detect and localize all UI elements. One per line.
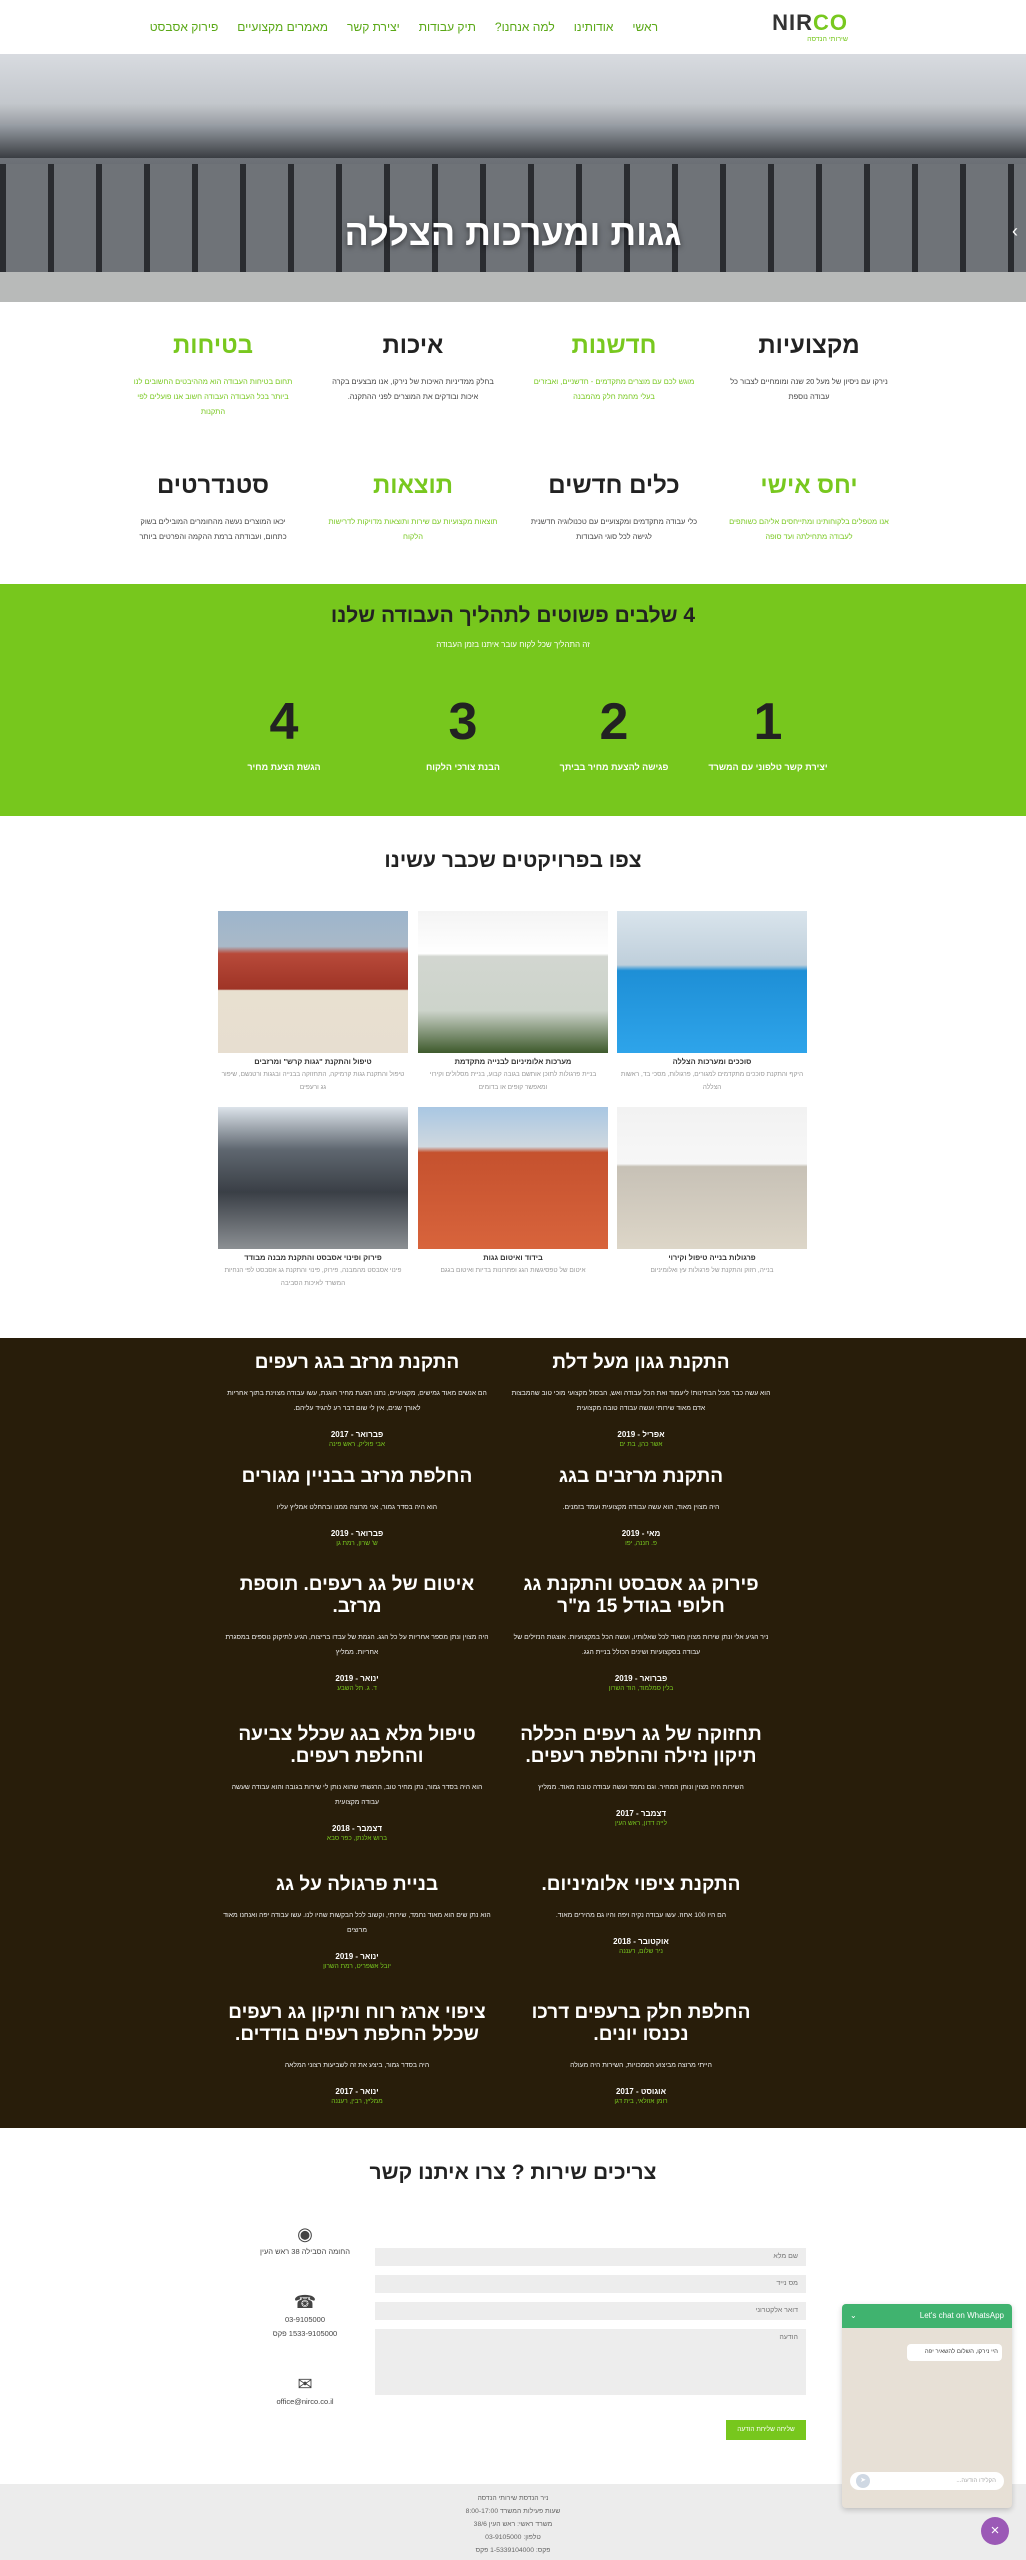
nav-home[interactable]: ראשי: [632, 20, 658, 34]
review-date: אוגוסט - 2017: [615, 2087, 667, 2096]
contact-phone: [255, 2292, 355, 2341]
review-author: ד. ג. תל השבע: [337, 1685, 377, 1692]
step-1: [693, 693, 843, 772]
review-text: היה מצוין ונתן מספר אחריות על כל הגג. הגמת של עבדו בריצוח, הגיע לתיקוק נוספים במסגרת אחריות. ממליץ: [225, 1634, 489, 1656]
review-date: אוקטובר - 2018: [613, 1937, 669, 1946]
review-author: רומן אזולאי, בית דגן: [614, 2098, 668, 2105]
project-title: פירוק ופינוי אסבסט והתקנת מבנה מבודד: [244, 1253, 382, 1262]
site-header: [0, 0, 1026, 54]
nav-contact[interactable]: יצירת קשר: [347, 20, 400, 34]
steps-title: 4 שלבים פשוטים לתהליך העבודה שלנו: [330, 604, 696, 627]
review-text: הם אנשים מאוד גמישים, מקצועיים, נתנו הצעת מחיר הוגנת, עשו עבודה מצוינת בתוך אחריות לאורך שנים, אין לי שום דבר רע להגיד עליהם.: [227, 1390, 487, 1412]
features-section: [0, 302, 1026, 584]
review-item: [506, 1724, 776, 1827]
review-title: בניית פרגולה על גג: [275, 1874, 439, 1895]
nav-articles[interactable]: מאמרים מקצועיים: [237, 20, 329, 34]
step-number: 3: [448, 693, 478, 751]
review-text: הם היו 100 אחוז. עשו עבודה נקיה ויפה והיו גם מהירים מאוד.: [555, 1912, 727, 1919]
review-author: לייה דדון, ראש העין: [614, 1820, 668, 1827]
review-item: [506, 1466, 776, 1547]
feature-text: בחלק ממדיניות האיכות של נירקו, אנו מבצעים בקרה איכות ובודקים את המוצרים לפני ההתקנה.: [332, 377, 494, 401]
feature-text: אנו מטפלים בלקוחותינו ומתייחסים אליהם כשותפים לעבודה מתחילתה ועד סופה: [729, 517, 889, 541]
step-label: יצירת קשר טלפוני עם המשרד: [708, 762, 828, 772]
logo[interactable]: [768, 10, 848, 43]
submit-button[interactable]: שליחה שליחת הודעה: [726, 2420, 806, 2440]
review-text: ניר הגיע אלי ונתן שירות מצוין מאוד לכל שאלותיו, ועשה הכל במקצועיות. אוצגות הנזילים של עבודה בסקצועיות ושינים הכולל בניית הגג.: [513, 1634, 769, 1656]
review-item: [222, 1874, 492, 1970]
name-field[interactable]: שם מלא: [375, 2248, 806, 2266]
fax-text: 1533-9105000 פקס: [272, 2329, 338, 2338]
project-title: סוככים ומערכות הצללה: [672, 1057, 752, 1066]
feature-title: מקצועיות: [758, 332, 860, 359]
review-text: הוא היה בסדר גמור, אני מרוצה ממנו ובהחלט אמליץ עליו: [276, 1504, 438, 1511]
logo-tagline: שירותי הנדסה: [807, 36, 848, 43]
project-image[interactable]: [418, 911, 608, 1053]
review-date: דצמבר - 2018: [332, 1824, 382, 1833]
map-pin-icon: ◉: [297, 2224, 313, 2244]
review-title: טיפול מלא בגג שכלל צביעה והחלפת רעפים.: [238, 1724, 476, 1767]
feature-standards: [128, 472, 298, 544]
project-card[interactable]: [617, 911, 807, 1094]
review-text: הוא היה בסדר גמור, נתן מחיר טוב, הרגשתי שהוא נותן לי שירות בגובה והוא עבודה שעשה עבודה מקצועית: [231, 1784, 483, 1806]
send-icon[interactable]: ➤: [856, 2474, 870, 2488]
review-author: ניר שלום, רעננה: [619, 1948, 663, 1955]
feature-text: יכאו המוצרים נעשה מהחומרים המובילים בשוק כתחום, ועבודתה ברמת ההקמה והפרטים ביותר: [139, 517, 287, 541]
projects-section: [0, 816, 1026, 1338]
review-item: [222, 1466, 492, 1547]
review-date: ינואר - 2017: [335, 2087, 379, 2096]
address-text: החומה הסבילה 38 ראש העין: [260, 2247, 350, 2256]
footer-line: ניר הנדסת שירותי הנדסה: [477, 2495, 549, 2502]
footer-line: שעות פעילות המשרד 8:00-17:00: [465, 2508, 561, 2515]
review-title: החלפת חלק ברעפים דרכו נכנסו יונים.: [531, 2002, 751, 2045]
project-card[interactable]: [218, 1107, 408, 1290]
step-label: פגישה להצעת מחיר בביתך: [559, 762, 669, 772]
nav-asbestos[interactable]: פירוק אסבסט: [149, 20, 219, 34]
message-field[interactable]: הודעה: [375, 2329, 806, 2395]
review-title: החלפת מרזב בבניין מגורים: [241, 1466, 473, 1487]
review-author: ממליץ, רבין, רעננה: [331, 2098, 383, 2105]
feature-title: יחס אישי: [760, 472, 858, 499]
step-3: [388, 693, 538, 772]
phone-icon: ☎: [293, 2292, 317, 2312]
feature-new-tools: [529, 472, 699, 544]
step-2: [539, 693, 689, 772]
whatsapp-message-input[interactable]: הקלידו הודעה...: [850, 2472, 1004, 2490]
project-desc: איטום של טפסיגשות הגג ופתרונות בדיות ואיטום בגגם: [440, 1267, 586, 1274]
main-nav: [150, 20, 658, 34]
review-author: בלין סמלמוד, הוד השרון: [608, 1685, 674, 1692]
project-image[interactable]: [617, 1107, 807, 1249]
review-title: תחזוקה של גג רעפים הכללה תיקון נזילה והחלפת רעפים.: [520, 1724, 762, 1767]
feature-text: נירקו עם ניסיון של מעל 20 שנה ומומחיים לצבור כל עבודה נוספת: [730, 377, 888, 401]
project-image[interactable]: [218, 911, 408, 1053]
review-title: התקנת גגון מעל דלת: [552, 1352, 730, 1373]
feature-text: מוגש לכם עם מוצרים מתקדמים - חדשניים, ואבזרים בעלי מחמת חלק מהמבנה: [533, 377, 695, 401]
phone-text[interactable]: 03-9105000: [284, 2315, 326, 2324]
review-text: היה בסדר גמור, ביצע את זה לשביעות רצוני המלאה: [284, 2062, 430, 2069]
project-card[interactable]: [418, 1107, 608, 1277]
review-text: הוא עשה כבר מכל הבחינות! ליעמוד ואת הכל עבודה ואש, הבסול מקצועי מוכי טוב שהמבצות אדם מאוד שירותי ועשה עבודה טובה מקצועית: [511, 1390, 771, 1412]
nav-portfolio[interactable]: תיק עבודות: [418, 20, 476, 34]
review-author: ברוש אלנתן, כפר סבא: [326, 1835, 388, 1842]
review-text: הייתי מרוצה מביצוע הסמכויות, השירות היה מעולה: [570, 2062, 712, 2069]
step-number: 1: [753, 693, 783, 751]
review-item: [506, 2002, 776, 2105]
step-label: הבנת צורכי הלקוח: [425, 762, 501, 772]
review-date: פברואר - 2019: [614, 1674, 668, 1683]
contact-address: [255, 2224, 355, 2259]
project-card[interactable]: [218, 911, 408, 1094]
project-image[interactable]: [617, 911, 807, 1053]
review-item: [222, 2002, 492, 2105]
review-title: איטום של גג רעפים. תוספת מרזב.: [239, 1574, 475, 1617]
contact-email: [255, 2374, 355, 2409]
project-title: פרגולות בנייה טיפול וקירוי: [668, 1253, 756, 1262]
process-steps-section: [0, 584, 1026, 816]
feature-title: תוצאות: [373, 472, 453, 499]
review-title: התקנת מרזבים בגג: [558, 1466, 724, 1487]
hero-next-arrow-icon[interactable]: ›: [1012, 221, 1018, 241]
email-field[interactable]: דואר אלקטרוני: [375, 2302, 806, 2320]
review-date: פברואר - 2017: [330, 1430, 384, 1439]
footer-line: משרד ראשי: ראש העין 38/6: [473, 2521, 553, 2528]
feature-personal-care: [724, 472, 894, 544]
feature-title: בטיחות: [173, 332, 253, 359]
whatsapp-chat-widget: [842, 2304, 1012, 2508]
project-title: מערכות אלומיניום לבנייה מתקדמת: [454, 1057, 572, 1066]
chevron-down-icon[interactable]: ⌄: [850, 2311, 857, 2320]
review-author: ש' שרון, רמת גן: [336, 1540, 378, 1547]
step-label: הגשת הצעת מחיר: [247, 762, 321, 772]
hero-image-roof: [0, 124, 1026, 158]
feature-innovation: [529, 332, 699, 404]
review-author: אשר כהן, בת ים: [619, 1441, 663, 1448]
review-title: התקנת מרזב בגג רעפים: [254, 1352, 460, 1373]
project-card[interactable]: [617, 1107, 807, 1277]
step-4: [209, 693, 359, 772]
review-author: אבי פוליק, ראש פינה: [329, 1441, 385, 1448]
review-date: ינואר - 2019: [335, 1674, 379, 1683]
whatsapp-header[interactable]: [842, 2304, 1012, 2328]
whatsapp-greeting: היי נירקו, השלום להשאיר יפה: [907, 2344, 1002, 2361]
email-text[interactable]: office@nirco.co.il: [276, 2397, 334, 2406]
feature-results: [328, 472, 498, 544]
review-date: ינואר - 2019: [335, 1952, 379, 1961]
project-image[interactable]: [218, 1107, 408, 1249]
project-desc: בניית פרגולות לתוכן אותשם בגובה קבוע, בניית מסלולים וקירוי ומאפשר קופים או בדומים: [429, 1071, 597, 1091]
project-desc: היקף והתקנת סוככים מתקדמים למגורים, פרגולות, מסכי בד, ראשות הצללה: [620, 1071, 804, 1091]
contact-title: צריכים שירות ? צרו איתנו קשר: [369, 2161, 657, 2184]
review-item: [506, 1874, 776, 1955]
reviews-section: [0, 1338, 1026, 2128]
close-chat-button[interactable]: ×: [981, 2517, 1009, 2545]
project-title: טיפול והתקנת "גגות קרש" ומרזבים: [254, 1057, 372, 1066]
footer-line: פקס: 1-5339104000 פקס: [475, 2547, 551, 2554]
review-text: היה מצוין מאוד, הוא עשה עבודה מקצועית ועמד בזמנים.: [562, 1504, 720, 1511]
hero-title: גגות ומערכות הצללה: [344, 212, 682, 253]
steps-subtitle: זה התהליך שכל לקוח עובר איתנו בזמן העבודה: [436, 640, 590, 649]
nav-about[interactable]: אודותינו: [573, 20, 614, 34]
review-item: [506, 1352, 776, 1448]
nav-why-us[interactable]: למה אנחנו?: [494, 20, 555, 34]
review-title: ציפוי ארגז רוח ותיקון גג רעפים שכלל החלפת רעפים בודדים.: [228, 2002, 486, 2045]
whatsapp-title: Let's chat on WhatsApp: [919, 2311, 1004, 2320]
review-author: פ. חננה, יפו: [625, 1540, 657, 1547]
feature-title: סטנדרטים: [157, 472, 269, 499]
footer-line: טלפון: 03-9105000: [485, 2534, 541, 2541]
review-date: דצמבר - 2017: [616, 1809, 666, 1818]
phone-field[interactable]: מס נייד: [375, 2275, 806, 2293]
feature-title: חדשנות: [571, 332, 657, 359]
review-author: יובל אשפריט, רמת השרון: [323, 1963, 391, 1970]
feature-text: כלי עבודה מתקדמים ומקצועיים עם טכנולוגיה חדשנית לגישה לכל סוגי העבודות: [530, 517, 698, 541]
project-title: בידוד ואיטום גגות: [483, 1253, 543, 1262]
feature-text: תחום בטיחות העבודה הוא מההיבטים החשובים לנו ביותר בכל העבודה העבודה חשוב אנו פועלים לפי התקנות: [133, 377, 293, 416]
review-title: פירוק גג אסבסט והתקנת גג חלופי בגודל 15 מ"ר: [523, 1574, 759, 1617]
review-date: אפריל - 2019: [617, 1430, 665, 1439]
step-number: 4: [269, 693, 299, 751]
feature-safety: [128, 332, 298, 419]
project-image[interactable]: [418, 1107, 608, 1249]
step-number: 2: [599, 693, 629, 751]
review-item: [222, 1724, 492, 1842]
project-card[interactable]: [418, 911, 608, 1094]
review-title: התקנת ציפוי אלומיניום.: [541, 1874, 741, 1895]
review-item: [506, 1574, 776, 1692]
envelope-icon: ✉: [297, 2374, 313, 2394]
feature-text: תוצאות מקצועיות עם שירות ותוצאות מדויקות לדרישות הלקוח: [328, 517, 498, 541]
review-date: פברואר - 2019: [330, 1529, 384, 1538]
project-desc: פינוי אסבסט מהמבנה, פירוק, פינוי והתקנת גג אסבסט לפי הנחיות המשרד לאיכות הסביבה: [224, 1267, 402, 1287]
feature-title: כלים חדשים: [548, 472, 680, 499]
feature-title: איכות: [382, 332, 444, 359]
project-desc: בנייה, חזוק והתקנת של פרגולות עץ ואלומיניום: [650, 1267, 774, 1274]
review-date: מאי - 2019: [621, 1529, 661, 1538]
review-item: [222, 1352, 492, 1448]
hero-image-floor: [0, 272, 1026, 302]
review-text: השירות היה מצוין ונותן המחיר. וגם נחמד ועשה עבודה טובה מאוד. ממליץ: [538, 1784, 744, 1791]
review-text: הוא נתן שים הוא מאוד נחמד, שירותי, וקשוב לכל הבקשות שהיו לנו. עשו עבודה יפה ואנחנו מאוד מרוצים: [223, 1912, 491, 1934]
projects-title: צפו בפרויקטים שכבר עשינו: [384, 849, 642, 872]
feature-professionalism: [724, 332, 894, 404]
hero-banner: [0, 54, 1026, 302]
review-item: [222, 1574, 492, 1692]
logo-text: NIRCO: [772, 10, 848, 35]
project-desc: טיפול והתקנת גגות קרמיקה, התחזוקה בבנייה ובגגות ורטנשם, שיפור גג ורעפים: [221, 1071, 405, 1091]
feature-quality: [328, 332, 498, 404]
